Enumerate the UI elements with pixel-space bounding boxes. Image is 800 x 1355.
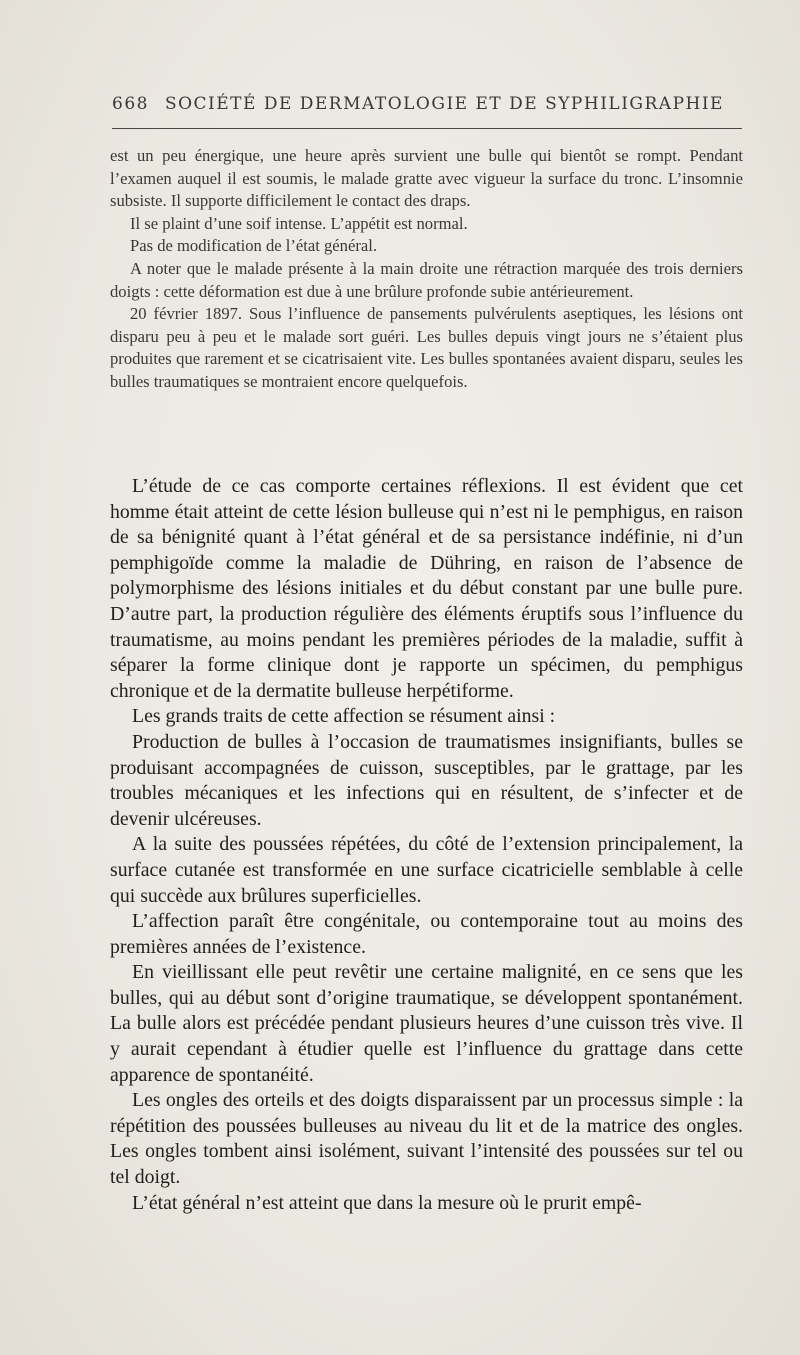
paragraph: Les ongles des orteils et des doigts disparaissent par un processus simple : la répétition des poussées bulleuses au niveau du lit et de la matrice des ongles. Les ongles tombent ainsi isolément, suivant l’intensité des poussées sur tel ou tel doigt.: [110, 1089, 743, 1189]
discussion-text: [110, 474, 743, 1216]
paragraph: L’étude de ce cas comporte certaines réflexions. Il est évident que cet homme était atteint de cette lésion bulleuse qui n’est ni le pemphigus, en raison de sa bénignité quant à l’état général et de sa persistance indéfinie, ni d’un pemphigoïde comme la maladie de Dühring, en raison de l’absence de polymorphisme des lésions initiales et du début constant par une bulle pure. D’autre part, la production régulière des éléments éruptifs sous l’influence du traumatisme, au moins pendant les premières périodes de la maladie, suffit à séparer la forme clinique dont je rapporte un spécimen, du pemphigus chronique et de la dermatite bulleuse herpétiforme.: [110, 475, 743, 702]
paragraph: Il se plaint d’une soif intense. L’appétit est normal.: [130, 213, 468, 233]
paragraph: L’état général n’est atteint que dans la mesure où le prurit empê-: [132, 1191, 642, 1214]
paragraph: est un peu énergique, une heure après survient une bulle qui bientôt se rompt. Pendant l’examen auquel il est soumis, le malade gratte avec vigueur la surface du tronc. L’insomnie subsiste. Il supporte difficilement le contact des draps.: [110, 146, 743, 211]
paragraph: L’affection paraît être congénitale, ou contemporaine tout au moins des premières années de l’existence.: [110, 910, 743, 958]
paragraph: En vieillissant elle peut revêtir une certaine malignité, en ce sens que les bulles, qui au début sont d’origine traumatique, se développent spontanément. La bulle alors est précédée pendant plusieurs heures d’une cuisson très vive. Il y aurait cependant à étudier quelle est l’influence du grattage dans cette apparence de spontanéité.: [110, 961, 743, 1086]
header-rule: [112, 128, 742, 129]
paragraph: A la suite des poussées répétées, du côté de l’extension principalement, la surface cutanée est transformée en une surface cicatricielle semblable à celle qui succède aux brûlures superficielles.: [110, 833, 743, 907]
header-title: SOCIÉTÉ DE DERMATOLOGIE ET DE SYPHILIGRAPHIE: [164, 94, 724, 114]
running-header: [112, 94, 742, 114]
paragraph: Les grands traits de cette affection se résument ainsi :: [132, 705, 556, 728]
paragraph: Pas de modification de l’état général.: [130, 236, 377, 256]
paragraph: A noter que le malade présente à la main droite une rétraction marquée des trois derniers doigts : cette déformation est due à une brûlure profonde subie antérieurement.: [110, 258, 743, 301]
case-observation: [110, 145, 743, 394]
paragraph: 20 février 1897. Sous l’influence de pansements pulvérulents aseptiques, les lésions ont disparu peu à peu et le malade sort guéri. Les bulles depuis vingt jours ne s’étaient plus produites que rarement et se cicatrisaient vite. Les bulles spontanées avaient disparu, seules les bulles traumatiques se montraient encore quelquefois.: [110, 304, 743, 391]
paragraph: Production de bulles à l’occasion de traumatismes insignifiants, bulles se produisant accompagnées de cuisson, susceptibles, par le grattage, par les troubles mécaniques et les infections qui en résultent, de s’infecter et de devenir ulcéreuses.: [110, 730, 743, 830]
page-number: 668: [112, 94, 149, 114]
